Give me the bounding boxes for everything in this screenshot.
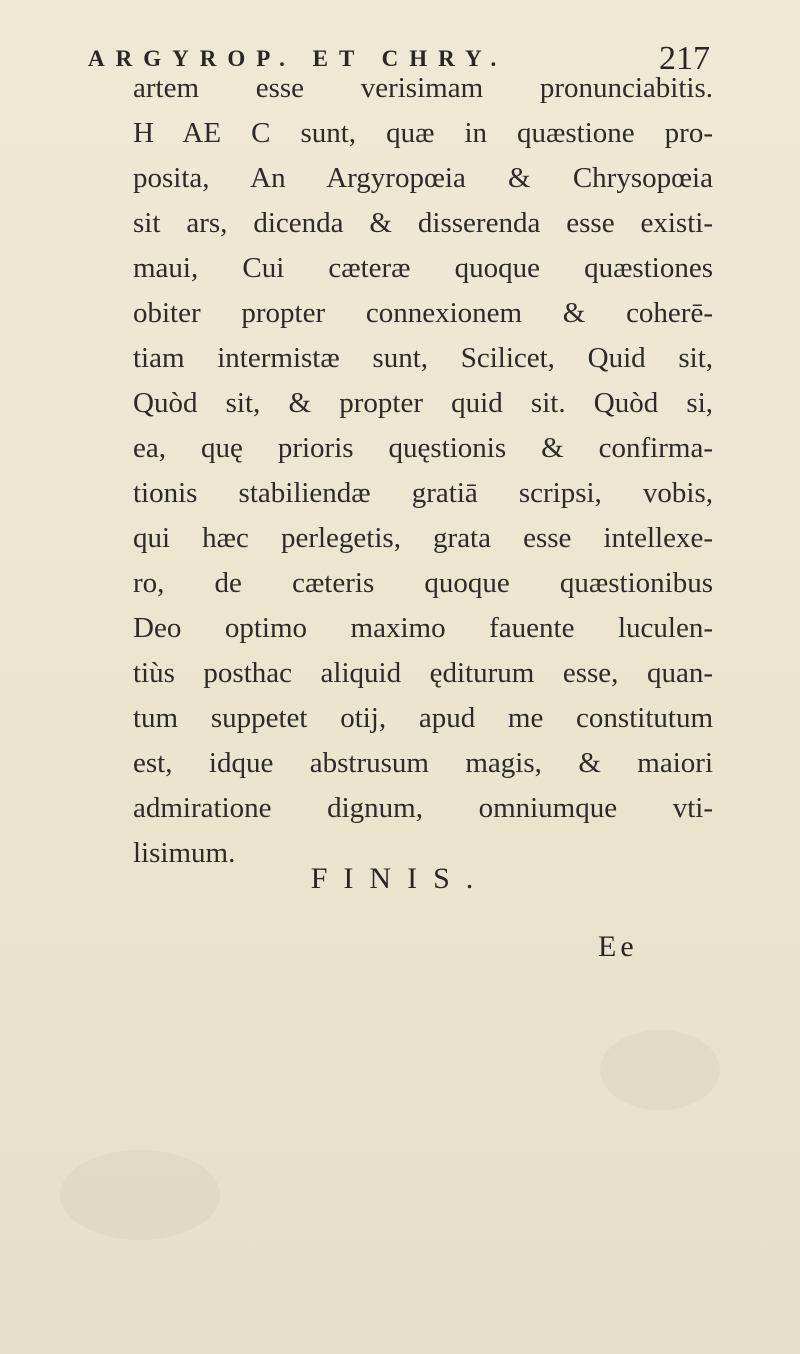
text-line: artem esse verisimam pronunciabitis. (133, 72, 713, 104)
text-line: posita, An Argyropœia & Chrysopœia (133, 162, 713, 194)
text-line: est, idque abstrusum magis, & maiori (133, 747, 713, 779)
signature-mark: Ee (598, 930, 638, 963)
text-line: tionis stabiliendæ gratiā scripsi, vobis, (133, 477, 713, 509)
text-line: ea, quę prioris quęstionis & confirma- (133, 432, 713, 464)
foxing-stain (600, 1030, 720, 1110)
text-line: qui hæc perlegetis, grata esse intellexe- (133, 522, 713, 554)
text-line: Deo optimo maximo fauente luculen- (133, 612, 713, 644)
text-line: sit ars, dicenda & disserenda esse existi- (133, 207, 713, 239)
page-number: 217 (659, 40, 710, 77)
text-line: lisimum. (133, 837, 236, 869)
text-line: tiùs posthac aliquid ęditurum esse, quan- (133, 657, 713, 689)
text-line: ro, de cæteris quoque quæstionibus (133, 567, 713, 599)
body-text (133, 66, 713, 876)
text-line: maui, Cui cæteræ quoque quæstiones (133, 252, 713, 284)
foxing-stain (60, 1150, 220, 1240)
text-line: admiratione dignum, omniumque vti- (133, 792, 713, 824)
finis-heading: FINIS. (310, 862, 490, 895)
text-line: tum suppetet otij, apud me constitutum (133, 702, 713, 734)
text-line: tiam intermistæ sunt, Scilicet, Quid sit, (133, 342, 713, 374)
text-line: H AE C sunt, quæ in quæstione pro- (133, 117, 713, 149)
text-line: obiter propter connexionem & coherē- (133, 297, 713, 329)
running-head: ARGYROP. ET CHRY. (88, 46, 508, 71)
text-line: Quòd sit, & propter quid sit. Quòd si, (133, 387, 713, 419)
